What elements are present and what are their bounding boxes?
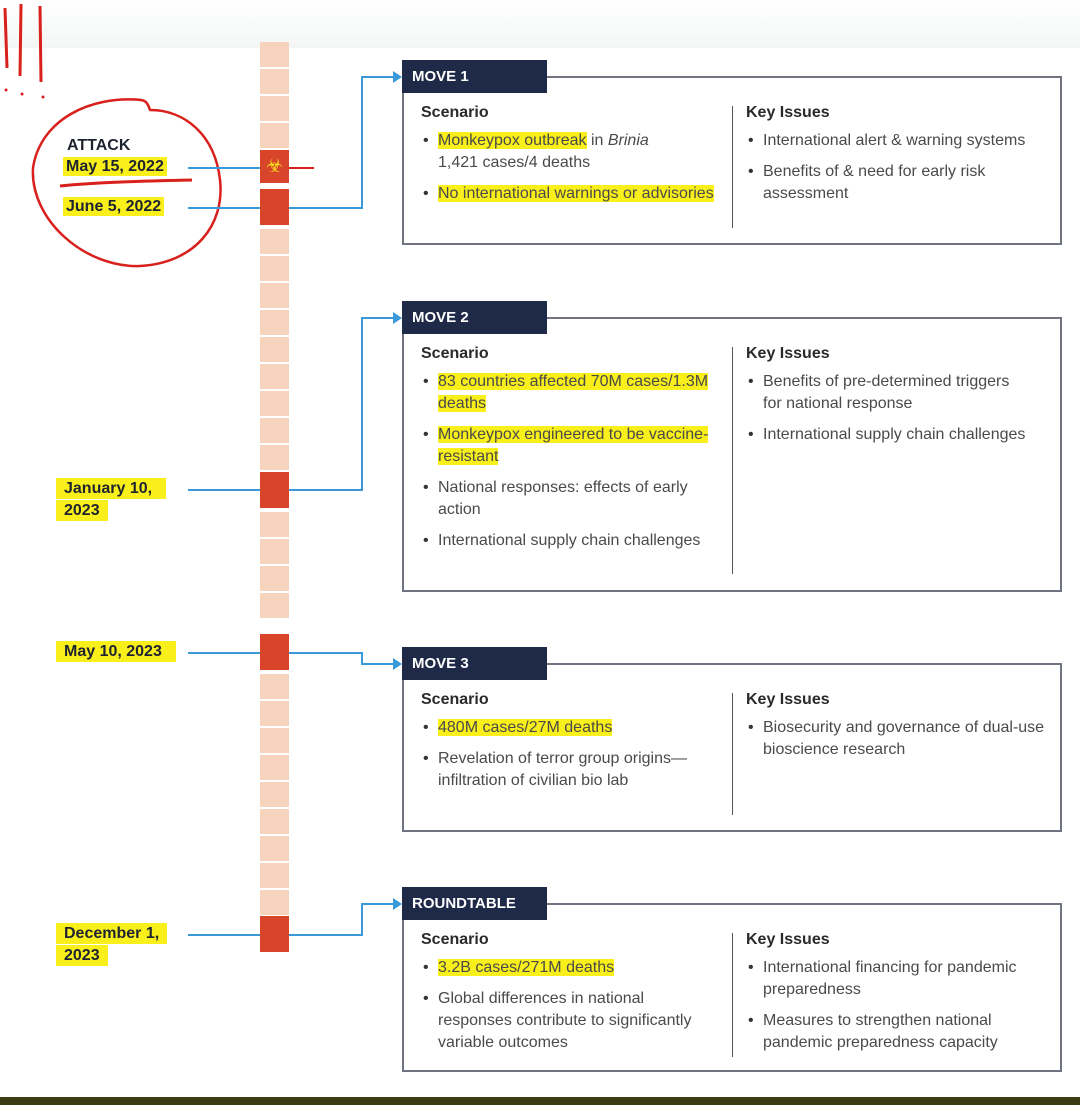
timeline-segment: [260, 337, 289, 362]
move-3-box: [402, 663, 1062, 832]
connector-line: [188, 167, 260, 169]
timeline-segment: [260, 310, 289, 335]
move-2-scenario: [421, 345, 711, 561]
timeline-segment: [260, 539, 289, 564]
roundtable-key-issues: [746, 931, 1046, 1063]
list-item: • 83 countries affected 70M cases/1.3M deaths: [421, 371, 711, 415]
roundtable-scenario: [421, 931, 721, 1063]
connector-line: [188, 489, 260, 491]
date-jan-10-2023: January 10, 2023: [56, 478, 166, 522]
column-divider: [732, 106, 733, 228]
timeline-segment: [260, 445, 289, 470]
arrow-right-icon: [393, 898, 402, 910]
connector-line: [188, 652, 260, 654]
arrow-right-icon: [393, 312, 402, 324]
move-3-key-issues: [746, 691, 1046, 770]
move-2-key-issues: [746, 345, 1026, 455]
timeline-segment: [260, 229, 289, 254]
list-item: • International supply chain challenges: [421, 530, 711, 552]
timeline-segment: [260, 755, 289, 780]
timeline-segment: [260, 391, 289, 416]
bottom-bar: [0, 1097, 1080, 1105]
key-issues-heading: Key Issues: [746, 104, 830, 121]
move-2-tab: MOVE 2: [402, 301, 547, 334]
timeline-column: [260, 42, 289, 954]
date-may-15-2022: May 15, 2022: [63, 156, 167, 178]
timeline-segment: [260, 123, 289, 148]
timeline-segment: [260, 418, 289, 443]
move-3-scenario: [421, 691, 711, 801]
timeline-segment: [260, 96, 289, 121]
move-1-key-issues: [746, 104, 1046, 214]
list-item: • 3.2B cases/271M deaths: [421, 957, 721, 979]
list-item: • Measures to strengthen national pandemic preparedness capacity: [746, 1010, 1046, 1054]
key-issues-heading: Key Issues: [746, 345, 830, 362]
roundtable-box: [402, 903, 1062, 1072]
move-2-box: [402, 317, 1062, 592]
column-divider: [732, 933, 733, 1057]
move-1-scenario: [421, 104, 721, 214]
timeline-segment: [260, 701, 289, 726]
attack-label: ATTACK: [67, 137, 131, 154]
list-item: • International financing for pandemic preparedness: [746, 957, 1046, 1001]
scenario-heading: Scenario: [421, 345, 489, 362]
timeline-segment: [260, 674, 289, 699]
list-item: • Benefits of pre-determined triggers for national response: [746, 371, 1026, 415]
list-item: • Biosecurity and governance of dual-use bioscience research: [746, 717, 1046, 761]
connector-line: [289, 167, 314, 169]
biohazard-icon: ☣: [260, 150, 289, 183]
arrow-right-icon: [393, 71, 402, 83]
timeline-segment: [260, 593, 289, 618]
connector-line: [361, 317, 395, 319]
list-item: • International supply chain challenges: [746, 424, 1026, 446]
timeline-segment: [260, 782, 289, 807]
move-1-tab: MOVE 1: [402, 60, 547, 93]
connector-line: [361, 903, 363, 936]
connector-line: [361, 76, 363, 209]
column-divider: [732, 693, 733, 815]
connector-line: [188, 207, 260, 209]
timeline-segment: [260, 512, 289, 537]
move-1-box: [402, 76, 1062, 245]
column-divider: [732, 347, 733, 574]
list-item: • 480M cases/27M deaths: [421, 717, 711, 739]
key-issues-heading: Key Issues: [746, 691, 830, 708]
key-issues-heading: Key Issues: [746, 931, 830, 948]
connector-line: [289, 489, 362, 491]
timeline-marker-jan-2023: [260, 472, 289, 508]
move-3-tab: MOVE 3: [402, 647, 547, 680]
scenario-heading: Scenario: [421, 691, 489, 708]
connector-line: [361, 903, 395, 905]
list-item: • Monkeypox outbreak in Brinia 1,421 cases/4 deaths: [421, 130, 721, 174]
timeline-marker-may-2023: [260, 634, 289, 670]
connector-line: [289, 934, 362, 936]
connector-line: [361, 663, 395, 665]
roundtable-tab: ROUNDTABLE: [402, 887, 547, 920]
timeline-segment: [260, 863, 289, 888]
connector-line: [361, 317, 363, 491]
scenario-heading: Scenario: [421, 104, 489, 121]
timeline-segment: [260, 728, 289, 753]
timeline-segment: [260, 566, 289, 591]
date-dec-1-2023: December 1, 2023: [56, 923, 167, 967]
list-item: • National responses: effects of early action: [421, 477, 711, 521]
timeline-segment: [260, 890, 289, 915]
timeline-segment: [260, 809, 289, 834]
list-item: • International alert & warning systems: [746, 130, 1046, 152]
timeline-segment: [260, 69, 289, 94]
date-may-10-2023: May 10, 2023: [56, 641, 176, 663]
timeline-segment: [260, 364, 289, 389]
connector-line: [289, 207, 362, 209]
connector-line: [289, 652, 362, 654]
date-june-5-2022: June 5, 2022: [63, 196, 164, 218]
scenario-heading: Scenario: [421, 931, 489, 948]
timeline-segment: [260, 256, 289, 281]
timeline-segment: [260, 42, 289, 67]
timeline-segment: [260, 836, 289, 861]
timeline-segment: [260, 283, 289, 308]
list-item: • Global differences in national responses contribute to significantly variable outcomes: [421, 988, 721, 1054]
list-item: • Monkeypox engineered to be vaccine-resistant: [421, 424, 711, 468]
list-item: • Benefits of & need for early risk assessment: [746, 161, 1046, 205]
connector-line: [361, 76, 395, 78]
arrow-right-icon: [393, 658, 402, 670]
connector-line: [188, 934, 260, 936]
list-item: • Revelation of terror group origins—infiltration of civilian bio lab: [421, 748, 711, 792]
list-item: • No international warnings or advisories: [421, 183, 721, 205]
timeline-marker-june-2022: [260, 189, 289, 225]
timeline-marker-dec-2023: [260, 916, 289, 952]
